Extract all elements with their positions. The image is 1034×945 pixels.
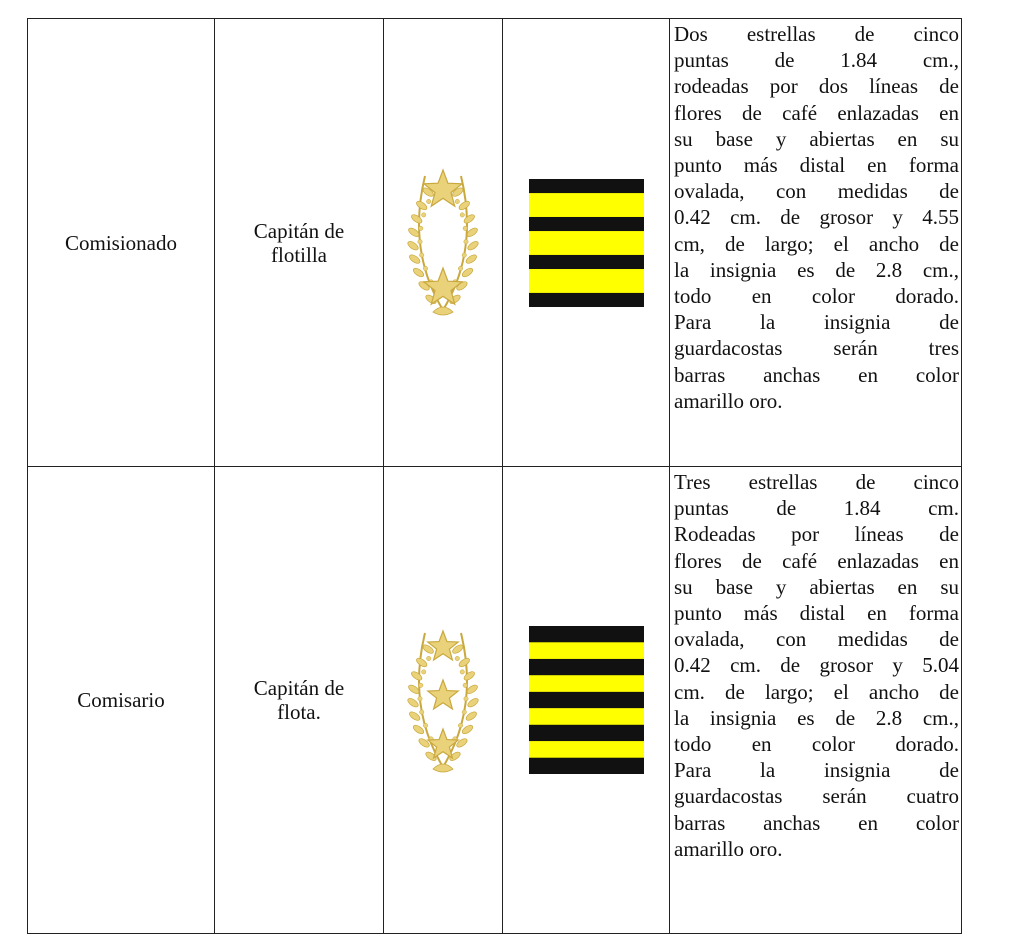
five-point-star-icon xyxy=(428,680,458,709)
three-star-wreath-insignia-icon xyxy=(403,625,483,775)
coffee-flower-icon xyxy=(427,656,431,660)
description-line: todo en color dorado. xyxy=(674,284,959,309)
wreath-knot-icon xyxy=(433,764,453,772)
rank-label-line-2: flotilla xyxy=(271,242,327,267)
bars-cell xyxy=(503,19,670,467)
category-label: Comisario xyxy=(77,688,165,712)
insignia-cell xyxy=(384,467,503,934)
coffee-flower-icon xyxy=(420,710,424,714)
description-line: guardacostas serán cuatro xyxy=(674,784,959,809)
black-stripe xyxy=(529,216,644,231)
coffee-flower-icon xyxy=(455,656,459,660)
yellow-bar xyxy=(529,231,644,255)
coffee-flower-icon xyxy=(427,199,431,203)
rank-cell xyxy=(215,19,384,467)
coffee-flower-icon xyxy=(460,212,464,216)
yellow-bar xyxy=(529,708,644,725)
coffee-flower-icon xyxy=(418,239,422,243)
coffee-flower-icon xyxy=(419,226,423,230)
category-cell xyxy=(28,467,215,934)
black-stripe xyxy=(529,292,644,306)
description-line: rodeadas por dos líneas de xyxy=(674,74,959,99)
description-line: Para la insignia de xyxy=(674,310,959,335)
black-stripe xyxy=(529,692,644,709)
yellow-bar xyxy=(529,642,644,659)
coffee-flower-icon xyxy=(455,199,459,203)
insignia-cell xyxy=(384,19,503,467)
yellow-bar xyxy=(529,193,644,217)
table-row xyxy=(28,19,962,467)
rank-label-line-1: Capitán de xyxy=(253,676,345,700)
coffee-flower-icon xyxy=(458,266,462,270)
wreath-knot-icon xyxy=(433,307,453,315)
yellow-bar xyxy=(529,675,644,692)
description-text xyxy=(674,469,959,862)
description-text xyxy=(674,21,959,414)
description-line: flores de café enlazadas en xyxy=(674,100,959,125)
description-line: barras anchas en color xyxy=(674,362,959,387)
description-line: ovalada, con medidas de xyxy=(674,179,959,204)
black-stripe xyxy=(529,725,644,742)
coffee-flower-icon xyxy=(464,239,468,243)
bars-cell xyxy=(503,467,670,934)
coffee-flower-icon xyxy=(420,252,424,256)
description-line: puntas de 1.84 cm. xyxy=(674,496,959,521)
coffee-flower-icon xyxy=(422,212,426,216)
coffee-flower-icon xyxy=(418,697,422,701)
description-cell xyxy=(670,19,962,467)
black-stripe xyxy=(529,179,644,194)
yellow-bar xyxy=(529,269,644,293)
coffee-flower-icon xyxy=(419,683,423,687)
four-bar-shoulder-board-icon xyxy=(529,626,644,774)
five-point-star-icon xyxy=(428,631,458,660)
black-stripe xyxy=(529,659,644,676)
description-line: 0.42 cm. de grosor y 4.55 xyxy=(674,205,959,230)
description-line: la insignia es de 2.8 cm., xyxy=(674,705,959,730)
rank-cell xyxy=(215,467,384,934)
description-line: 0.42 cm. de grosor y 5.04 xyxy=(674,653,959,678)
description-line: Rodeadas por líneas de xyxy=(674,522,959,547)
description-line: la insignia es de 2.8 cm., xyxy=(674,257,959,282)
black-stripe xyxy=(529,254,644,269)
table-row xyxy=(28,467,962,934)
coffee-flower-icon xyxy=(423,723,427,727)
coffee-flower-icon xyxy=(422,670,426,674)
category-label: Comisionado xyxy=(64,230,177,255)
rank-label-line-1: Capitán de xyxy=(253,218,345,243)
description-line: barras anchas en color xyxy=(674,810,959,835)
coffee-flower-icon xyxy=(462,252,466,256)
description-line: Dos estrellas de cinco xyxy=(674,22,959,46)
two-star-wreath-insignia-icon xyxy=(403,168,483,318)
black-stripe xyxy=(529,758,644,774)
coffee-flower-icon xyxy=(458,723,462,727)
description-line: su base y abiertas en su xyxy=(674,126,959,151)
coffee-flower-icon xyxy=(463,226,467,230)
rank-label-line-2: flota. xyxy=(277,700,321,724)
description-cell xyxy=(670,467,962,934)
coffee-flower-icon xyxy=(462,710,466,714)
description-line: flores de café enlazadas en xyxy=(674,548,959,573)
description-line: su base y abiertas en su xyxy=(674,574,959,599)
description-line: puntas de 1.84 cm., xyxy=(674,48,959,73)
description-line: todo en color dorado. xyxy=(674,732,959,757)
description-line: cm. de largo; el ancho de xyxy=(674,679,959,704)
description-line: punto más distal en forma xyxy=(674,601,959,626)
description-line: punto más distal en forma xyxy=(674,153,959,178)
description-line: cm, de largo; el ancho de xyxy=(674,231,959,256)
description-line: ovalada, con medidas de xyxy=(674,627,959,652)
description-line: amarillo oro. xyxy=(674,836,783,861)
description-line: guardacostas serán tres xyxy=(674,336,959,361)
description-line: amarillo oro. xyxy=(674,388,783,413)
coffee-flower-icon xyxy=(423,266,427,270)
yellow-bar xyxy=(529,741,644,758)
description-line: Tres estrellas de cinco xyxy=(674,470,959,494)
description-line: Para la insignia de xyxy=(674,758,959,783)
category-cell xyxy=(28,19,215,467)
three-bar-shoulder-board-icon xyxy=(529,179,644,307)
insignia-table xyxy=(27,18,962,934)
coffee-flower-icon xyxy=(463,683,467,687)
coffee-flower-icon xyxy=(460,670,464,674)
coffee-flower-icon xyxy=(464,697,468,701)
black-stripe xyxy=(529,626,644,643)
